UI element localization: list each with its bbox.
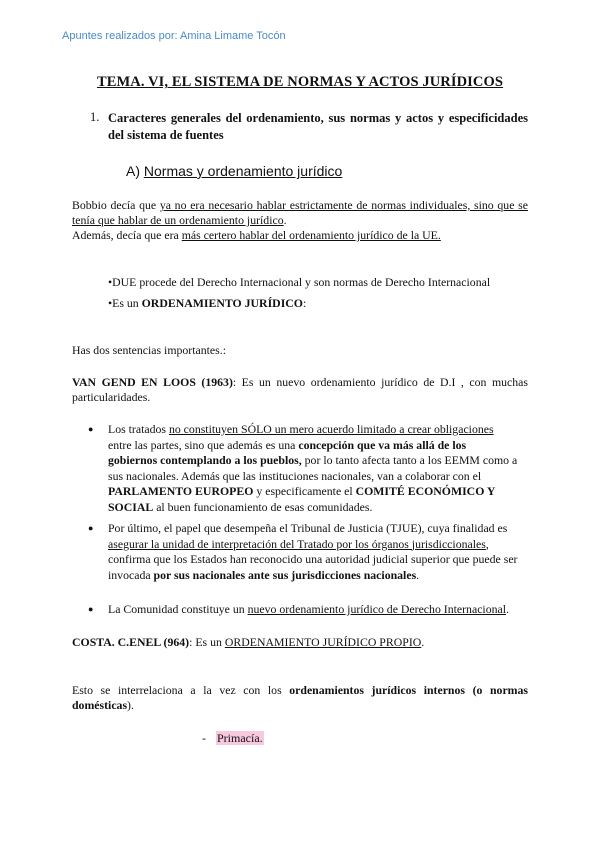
bold-run: ORDENAMIENTO JURÍDICO xyxy=(141,296,303,310)
list-dash: - xyxy=(202,731,206,745)
bullet-icon: ● xyxy=(88,424,94,434)
underlined-run: asegurar la unidad de interpretación del Tratado por los órganos jurisdiccionales xyxy=(108,536,486,551)
underlined-run: más certero hablar del ordenamiento jurídico de la UE. xyxy=(181,228,441,242)
underlined-run: no constituyen SÓLO un mero acuerdo limitado a crear obligaciones xyxy=(168,422,494,436)
bold-run: concepción que va más allá de los gobiernos contemplando a los pueblos, xyxy=(108,437,467,467)
costa-paragraph xyxy=(72,635,528,650)
section-heading: Caracteres generales del ordenamiento, sus normas y actos y especificidades del sistema de fuentes xyxy=(108,111,528,142)
text-run: . xyxy=(421,635,425,649)
highlighted-text: Primacía. xyxy=(217,731,263,745)
underlined-run: nuevo ordenamiento jurídico de Derecho Internacional xyxy=(247,602,507,616)
dot-item-ordenamiento xyxy=(108,296,306,311)
text-run: entre las partes, sino que además es una xyxy=(108,437,299,452)
bold-run: VAN GEND EN LOOS (1963) xyxy=(72,375,233,389)
bold-run: por sus nacionales ante sus jurisdicciones nacionales xyxy=(153,567,417,582)
text-run: . xyxy=(416,567,420,582)
text-run: Bobbio decía que xyxy=(72,198,160,212)
text-run: Esto se interrelaciona a la vez con los xyxy=(72,683,290,697)
text-run: y especificamente el xyxy=(253,484,356,498)
author-header: Apuntes realizados por: Amina Limame Tocón xyxy=(62,30,286,42)
subsection-heading xyxy=(126,163,342,179)
text-run: Los tratados xyxy=(108,422,169,436)
primacia-item xyxy=(216,731,264,746)
text-run: •Es un xyxy=(108,296,142,310)
page-title: TEMA. VI, EL SISTEMA DE NORMAS Y ACTOS JURÍDICOS xyxy=(96,74,504,90)
underlined-run: ya no era necesario hablar estrictamente de normas individuales, sino que se tenía que hablar de un ordenamiento jurídico xyxy=(72,198,528,227)
text-run: . xyxy=(506,602,509,616)
text-run: por lo tanto afecta tanto a los EEMM como a sus nacionales. Además que las instituciones nacionales, van a colaborar con el xyxy=(108,453,518,483)
text-run: , confirma que los Estados han reconocido una autoridad judicial superior que puede ser invocada xyxy=(108,536,518,582)
subsection-prefix: A) xyxy=(126,163,144,179)
section-number: 1. xyxy=(90,110,100,124)
sentencias-intro: Has dos sentencias importantes.: xyxy=(72,343,226,357)
bold-run: COMITÉ ECONÓMICO Y SOCIAL xyxy=(108,484,495,514)
bullet-tratados xyxy=(108,422,518,515)
bobbio-paragraph xyxy=(72,198,528,243)
interrelation-paragraph xyxy=(72,683,528,713)
text-run: La Comunidad constituye un xyxy=(108,602,248,616)
text-run: : Es un xyxy=(189,635,225,649)
text-run: . xyxy=(283,213,287,227)
dot-item-due: •DUE procede del Derecho Internacional y son normas de Derecho Internacional xyxy=(108,275,491,289)
bullet-icon: ● xyxy=(88,523,94,533)
text-run: Por último, el papel que desempeña el Tribunal de Justicia (TJUE), cuya finalidad es xyxy=(108,521,508,535)
text-run: ). xyxy=(127,698,134,712)
bullet-tribunal xyxy=(108,521,518,583)
bold-run: COSTA. C.ENEL (964) xyxy=(72,635,190,649)
text-run: : xyxy=(302,296,307,310)
subsection-title: Normas y ordenamiento jurídico xyxy=(143,163,343,179)
bold-run: PARLAMENTO EUROPEO xyxy=(108,484,254,498)
bullet-comunidad xyxy=(108,602,518,618)
van-gend-paragraph xyxy=(72,375,528,405)
bullet-icon: ● xyxy=(88,604,94,614)
text-run: Además, decía que era xyxy=(72,228,182,242)
underlined-run: ORDENAMIENTO JURÍDICO PROPIO xyxy=(224,635,422,649)
text-run: : Es un nuevo ordenamiento jurídico de D.I , con muchas particularidades. xyxy=(72,375,528,404)
bold-run: ordenamientos jurídicos internos (o normas domésticas xyxy=(72,683,528,712)
text-run: al buen funcionamiento de esas comunidades. xyxy=(153,499,373,514)
